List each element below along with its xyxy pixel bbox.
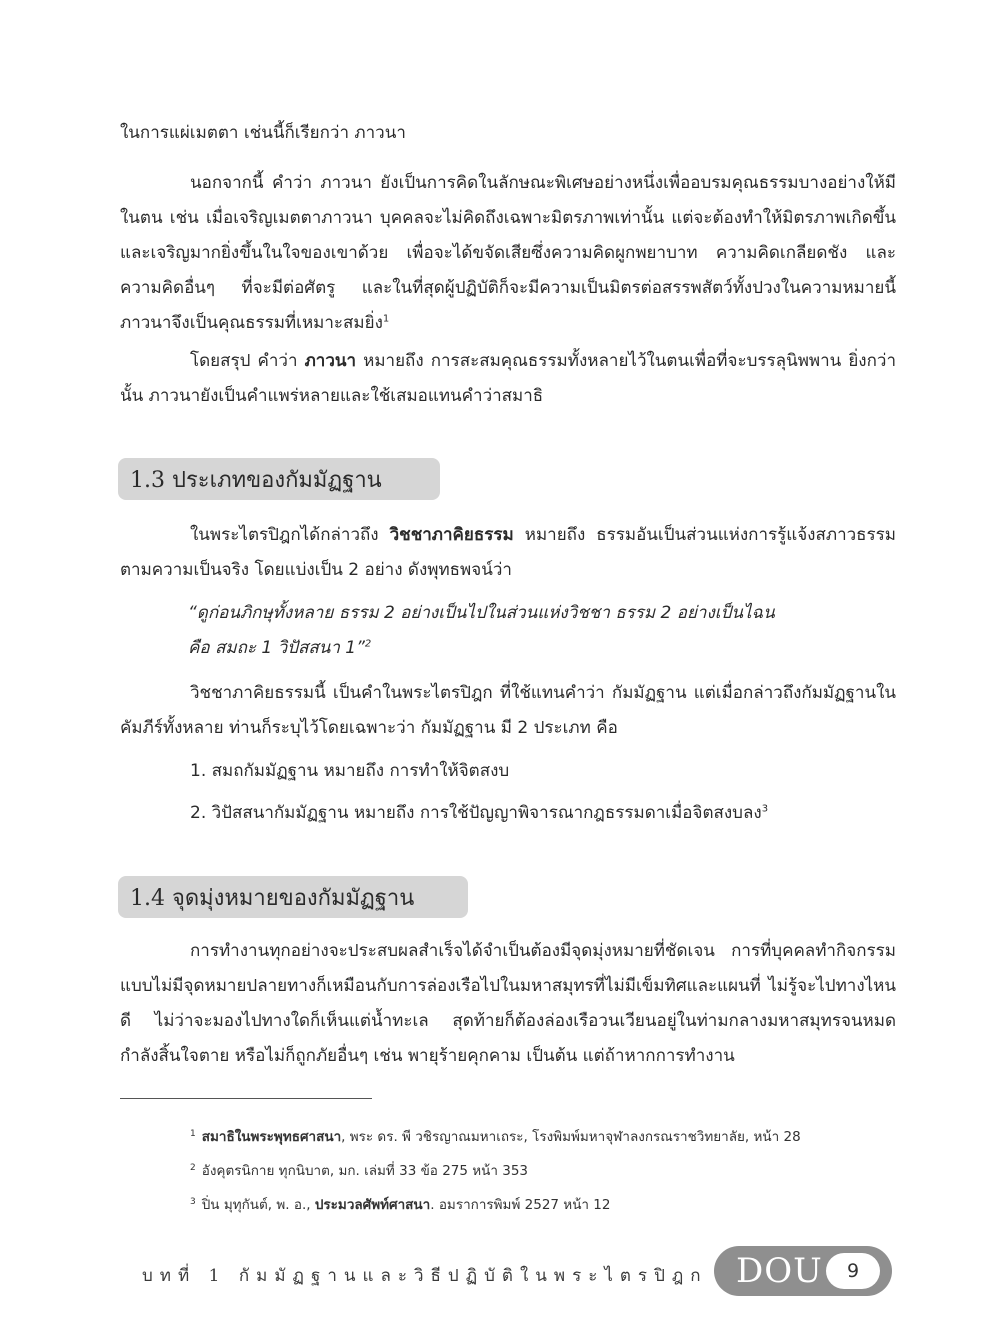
paragraph-text: วิชชาภาคิยธรรมนี้ เป็นคำในพระไตรปิฎก ที่ใช้แทนคำว่า กัมมัฏฐาน แต่เมื่อกล่าวถึงกัมมัฏฐานในคัมภีร์ทั้งหลาย ท่านก็ระบุไว้โดยเฉพาะว่า กัมมัฏฐาน มี 2 ประเภท คือ	[120, 683, 896, 738]
paragraph-intro-end	[120, 116, 896, 151]
quote-line-1: “ดูก่อนภิกษุทั้งหลาย ธรรม 2 อย่างเป็นไปในส่วนแห่งวิชชา ธรรม 2 อย่างเป็นไฉน	[188, 603, 775, 623]
paragraph-bhavana-meaning	[120, 166, 896, 341]
footnote-number: 2	[190, 1162, 196, 1173]
section-heading-1-3	[118, 458, 440, 500]
footnote-ref-2[interactable]: 2	[364, 638, 372, 650]
footnote-ref-3[interactable]: 3	[761, 803, 769, 815]
paragraph-kammatthana-types	[120, 676, 896, 746]
paragraph-text: ในพระไตรปิฎกได้กล่าวถึง	[190, 525, 390, 545]
footnote-number: 1	[190, 1128, 196, 1139]
footnote-text: ปิ่น มุทุกันต์, พ. อ.,	[201, 1197, 315, 1213]
footnote-title: ประมวลศัพท์ศาสนา	[314, 1197, 431, 1213]
page-number: 9	[826, 1253, 880, 1289]
paragraph-vijja-bhagiya	[120, 518, 896, 588]
footnote-text: , พระ ดร. พี วชิรญาณมหาเถระ, โรงพิมพ์มหาจุฬาลงกรณราชวิทยาลัย, หน้า 28	[341, 1129, 801, 1145]
bold-term: ภาวนา	[304, 351, 357, 371]
footnote-text: . อมราการพิมพ์ 2527 หน้า 12	[430, 1197, 611, 1213]
list-item-samatha	[190, 756, 890, 786]
footnote-text: อังคุตรนิกาย ทุกนิบาต, มก. เล่มที่ 33 ข้อ 275 หน้า 353	[201, 1163, 529, 1179]
list-item-text: 1. สมถกัมมัฏฐาน หมายถึง การทำให้จิตสงบ	[190, 761, 510, 781]
paragraph-text: ในการแผ่เมตตา เช่นนี้ก็เรียกว่า ภาวนา	[120, 123, 406, 143]
paragraph-summary	[120, 344, 896, 414]
paragraph-text: หมายถึง ธรรมอันเป็นส่วนแห่งการรู้แจ้งสภาวธรรมตามความเป็นจริง โดยแบ่งเป็น 2 อย่าง ดังพุทธพจน์ว่า	[120, 525, 896, 580]
footnote-divider	[120, 1098, 372, 1099]
list-item-vipassana	[190, 798, 890, 828]
footnote-title: สมาธิในพระพุทธศาสนา	[201, 1129, 342, 1145]
section-heading-text: 1.3 ประเภทของกัมมัฏฐาน	[130, 467, 382, 493]
section-heading-text: 1.4 จุดมุ่งหมายของกัมมัฏฐาน	[130, 885, 415, 911]
paragraph-text: หมายถึง การสะสมคุณธรรมทั้งหลายไว้ในตนเพื่อที่จะบรรลุนิพพาน ยิ่งกว่านั้น ภาวนายังเป็นคำแพร่หลายและใช้เสมอแทนคำว่าสมาธิ	[120, 351, 896, 406]
buddha-quote	[188, 596, 888, 666]
footnote-3	[190, 1194, 890, 1216]
footnote-1	[190, 1126, 890, 1148]
footnote-number: 3	[190, 1196, 196, 1207]
section-heading-1-4	[118, 876, 468, 918]
quote-line-2: คือ สมถะ 1 วิปัสสนา 1”	[188, 638, 365, 658]
bold-term: วิชชาภาคิยธรรม	[389, 525, 514, 545]
dou-page-badge	[714, 1246, 892, 1296]
paragraph-purpose	[120, 934, 896, 1074]
footnote-ref-1[interactable]: 1	[382, 313, 390, 325]
paragraph-text: โดยสรุป คำว่า	[190, 351, 305, 371]
footer-chapter-title: บทที่ 1 กัมมัฏฐานและวิธีปฏิบัติในพระไตรปิฎก	[142, 1266, 708, 1286]
footnote-2	[190, 1160, 890, 1182]
dou-logo: DOU	[736, 1251, 823, 1291]
paragraph-text: นอกจากนี้ คำว่า ภาวนา ยังเป็นการคิดในลักษณะพิเศษอย่างหนึ่งเพื่ออบรมคุณธรรมบางอย่างให้มีในตน เช่น เมื่อเจริญเมตตาภาวนา บุคคลจะไม่คิดถึงเฉพาะมิตรภาพเท่านั้น แต่จะต้องทำให้มิตรภาพเกิดขึ้นและเจริญมากยิ่งขึ้นในใจของเขาด้วย เพื่อจะได้ขจัดเสียซึ่งความคิดผูกพยาบาท ความคิดเกลียดชัง และความคิดอื่นๆ ที่จะมีต่อศัตรู และในที่สุดผู้ปฏิบัติก็จะมีความเป็นมิตรต่อสรรพสัตว์ทั้งปวงในความหมายนี้ภาวนาจึงเป็นคุณธรรมที่เหมาะสมยิ่ง	[120, 173, 896, 333]
paragraph-text: การทำงานทุกอย่างจะประสบผลสำเร็จได้จำเป็นต้องมีจุดมุ่งหมายที่ชัดเจน การที่บุคคลทำกิจกรรมแบบไม่มีจุดหมายปลายทางก็เหมือนกับการล่องเรือไปในมหาสมุทรที่ไม่มีเข็มทิศและแผนที่ ไม่รู้จะไปทางไหนดี ไม่ว่าจะมองไปทางใดก็เห็นแต่น้ำทะเล สุดท้ายก็ต้องล่องเรือวนเวียนอยู่ในท่ามกลางมหาสมุทรจนหมดกำลังสิ้นใจตาย หรือไม่ก็ถูกภัยอื่นๆ เช่น พายุร้ายคุกคาม เป็นต้น แต่ถ้าหากการทำงาน	[120, 941, 896, 1066]
list-item-text: 2. วิปัสสนากัมมัฏฐาน หมายถึง การใช้ปัญญาพิจารณากฎธรรมดาเมื่อจิตสงบลง	[190, 803, 762, 823]
